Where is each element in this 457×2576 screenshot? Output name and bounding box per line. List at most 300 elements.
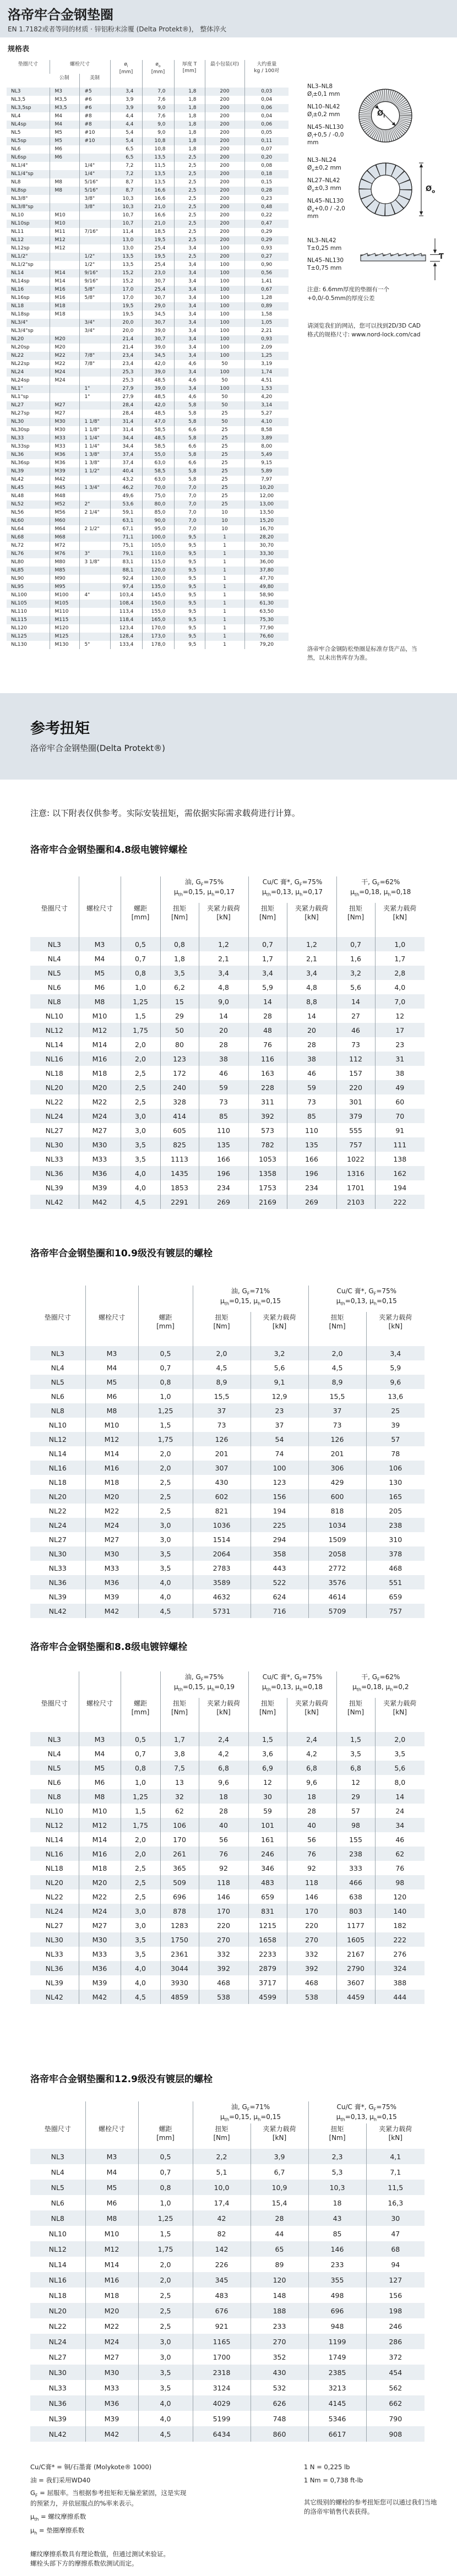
spec-cell: 200 bbox=[205, 162, 244, 170]
column-header-clamp-load: 夹紧力载荷 [kN] bbox=[199, 903, 248, 937]
torque-cell: 3,5 bbox=[121, 1947, 160, 1961]
spec-cell: 34,4 bbox=[110, 434, 142, 443]
spec-cell: 1,53 bbox=[244, 385, 289, 393]
spec-cell: 1" bbox=[79, 393, 110, 401]
spec-cell: 2,5 bbox=[174, 211, 205, 220]
spec-cell: 4,6 bbox=[174, 393, 205, 401]
torque-cell: 4,5 bbox=[138, 1604, 193, 1618]
spec-row bbox=[7, 575, 289, 583]
spec-cell: 0,90 bbox=[244, 261, 289, 269]
spec-cell: 3,89 bbox=[244, 434, 289, 443]
torque-row bbox=[30, 1518, 425, 1532]
spec-cell: NL3/8"sp bbox=[7, 203, 50, 211]
torque-cell: 80 bbox=[160, 1037, 199, 1052]
spec-cell: 75,0 bbox=[142, 492, 174, 500]
torque-cell: 6,2 bbox=[160, 980, 199, 994]
spec-cell: 200 bbox=[205, 253, 244, 261]
torque-cell: 1022 bbox=[336, 1152, 375, 1166]
spec-cell: 40,4 bbox=[110, 467, 142, 476]
page-footer bbox=[30, 2463, 457, 2568]
spec-cell: M22 bbox=[50, 360, 79, 368]
torque-cell: NL42 bbox=[30, 2426, 85, 2442]
spec-row bbox=[7, 476, 289, 484]
torque-cell: 2,5 bbox=[121, 1875, 160, 1889]
spec-row bbox=[7, 220, 289, 228]
spec-cell: 23,4 bbox=[110, 352, 142, 360]
spec-cell: NL14 bbox=[7, 269, 50, 277]
spec-cell: 1/2" bbox=[79, 261, 110, 269]
torque-cell: 142 bbox=[193, 2241, 251, 2257]
spec-cell: 4,6 bbox=[174, 360, 205, 368]
spec-cell: 123,4 bbox=[110, 624, 142, 633]
torque-cell: M3 bbox=[79, 937, 121, 951]
torque-cell: M30 bbox=[85, 1546, 138, 1561]
torque-cell: 9,1 bbox=[251, 1375, 308, 1389]
spec-cell: 9,5 bbox=[174, 624, 205, 633]
torque-cell: M42 bbox=[85, 1604, 138, 1618]
column-header-clamp-load: 夹紧力载荷 [kN] bbox=[375, 903, 425, 937]
tolerance-label: NL3–NL42 T±0,25 mm bbox=[307, 237, 342, 252]
torque-row bbox=[30, 951, 425, 966]
header-spacer bbox=[30, 1286, 85, 1312]
torque-cell: 2,0 bbox=[138, 2272, 193, 2288]
spec-cell: 31,4 bbox=[110, 418, 142, 426]
spec-cell: 100 bbox=[205, 244, 244, 253]
thickness-tolerance-note: 注意: 6.6mm厚度的垫圈有一个 +0,0/-0.5mm的厚度公差 bbox=[307, 286, 390, 302]
spec-cell: 5,8 bbox=[174, 451, 205, 459]
spec-cell: 63,0 bbox=[142, 459, 174, 467]
column-header-torque: 扭矩 [Nm] bbox=[336, 903, 375, 937]
torque-cell: 2772 bbox=[308, 1561, 366, 1575]
spec-cell: 3,4 bbox=[174, 344, 205, 352]
torque-row bbox=[30, 2349, 425, 2365]
spec-cell: 63,0 bbox=[142, 476, 174, 484]
page-subtitle: EN 1.7182或者等同的材质 · 锌铝粉末涂覆 (Delta Protekt®)， 整体淬火 bbox=[8, 25, 227, 34]
torque-cell: M5 bbox=[85, 2180, 138, 2195]
torque-cell: 1,7 bbox=[160, 1732, 199, 1746]
torque-cell: NL5 bbox=[30, 1761, 79, 1775]
spec-cell: NL16sp bbox=[11, 295, 30, 301]
spec-cell: 3,4 bbox=[174, 319, 205, 327]
torque-cell: 57 bbox=[366, 1432, 425, 1446]
torque-cell: 2385 bbox=[308, 2365, 366, 2380]
torque-cell: M27 bbox=[85, 2349, 138, 2365]
torque-cell: 392 bbox=[199, 1961, 248, 1975]
spec-cell: NL20 bbox=[7, 335, 50, 344]
spec-cell: 100 bbox=[205, 335, 244, 344]
column-header-bolt: 螺栓尺寸 bbox=[85, 1312, 138, 1346]
torque-cell: NL20 bbox=[30, 1489, 85, 1504]
torque-cell: M20 bbox=[85, 2303, 138, 2318]
spec-cell: 2" bbox=[79, 500, 110, 509]
torque-cell: 6434 bbox=[193, 2426, 251, 2442]
torque-cell: 3,5 bbox=[138, 2380, 193, 2395]
torque-cell: 468 bbox=[199, 1975, 248, 1990]
spec-cell: NL52 bbox=[7, 500, 50, 509]
torque-cell: 626 bbox=[251, 2395, 308, 2411]
torque-cell: 27 bbox=[336, 1009, 375, 1023]
torque-cell: 170 bbox=[287, 1904, 336, 1918]
cad-note bbox=[307, 322, 451, 340]
spec-cell: 0,48 bbox=[244, 203, 289, 211]
spec-cell: M100 bbox=[50, 591, 79, 600]
spec-cell: 13,5 bbox=[110, 253, 142, 261]
torque-row bbox=[30, 1037, 425, 1052]
spec-cell: 79,20 bbox=[244, 641, 289, 649]
spec-cell: 145,0 bbox=[142, 591, 174, 600]
spec-cell: 4,4 bbox=[110, 121, 142, 129]
torque-cell: M42 bbox=[79, 1195, 121, 1209]
spec-cell: 0,56 bbox=[244, 269, 289, 277]
spec-row bbox=[7, 137, 289, 145]
column-header-clamp-load: 夹紧力载荷 [kN] bbox=[251, 1312, 308, 1346]
torque-cell: 18 bbox=[287, 1789, 336, 1804]
torque-cell: M3 bbox=[79, 1732, 121, 1746]
spec-cell: M24 bbox=[50, 377, 79, 385]
spec-cell: 1 bbox=[205, 591, 244, 600]
spec-cell: M39 bbox=[50, 467, 79, 476]
torque-cell: 2,5 bbox=[138, 2303, 193, 2318]
torque-cell: 3607 bbox=[336, 1975, 375, 1990]
torque-cell: 1,5 bbox=[121, 1009, 160, 1023]
column-header-bolt: 螺栓尺寸 bbox=[50, 60, 110, 74]
torque-cell: 10,9 bbox=[251, 2180, 308, 2195]
torque-cell: 5,6 bbox=[336, 980, 375, 994]
spec-cell: 7,2 bbox=[110, 162, 142, 170]
torque-cell: 156 bbox=[251, 1489, 308, 1504]
spec-cell: 133,4 bbox=[110, 641, 142, 649]
torque-cell: 29 bbox=[336, 1789, 375, 1804]
torque-cell: 921 bbox=[193, 2318, 251, 2334]
torque-cell: 333 bbox=[336, 1861, 375, 1875]
spec-cell: #10 bbox=[79, 129, 110, 137]
spec-cell: 5,89 bbox=[244, 467, 289, 476]
torque-cell: 345 bbox=[193, 2272, 251, 2288]
spec-cell: 3 1/8" bbox=[79, 558, 110, 567]
torque-cell: 1,2 bbox=[199, 937, 248, 951]
spec-cell bbox=[79, 600, 110, 608]
spec-row bbox=[7, 360, 289, 368]
spec-cell: 1,25 bbox=[244, 352, 289, 360]
torque-cell: M30 bbox=[79, 1932, 121, 1947]
torque-cell: 4,5 bbox=[121, 1195, 160, 1209]
torque-cell: 3,5 bbox=[336, 1746, 375, 1761]
torque-cell: 4,0 bbox=[121, 1961, 160, 1975]
torque-cell: NL33 bbox=[45, 1154, 63, 1163]
torque-cell: 82 bbox=[193, 2226, 251, 2241]
spec-cell: NL8 bbox=[11, 179, 21, 185]
spec-cell: NL100 bbox=[11, 592, 27, 598]
spec-cell: 19,5 bbox=[110, 311, 142, 319]
torque-cell: 118 bbox=[287, 1875, 336, 1889]
torque-cell: 29 bbox=[160, 1009, 199, 1023]
torque-cell: 2,8 bbox=[375, 966, 425, 980]
torque-cell: M30 bbox=[85, 2365, 138, 2380]
torque-cell: 0,8 bbox=[121, 966, 160, 980]
torque-cell: 286 bbox=[366, 2334, 425, 2349]
spec-cell: NL3/4"sp bbox=[11, 328, 34, 334]
spec-row bbox=[7, 178, 289, 187]
torque-cell: 1,6 bbox=[336, 951, 375, 966]
spec-cell bbox=[79, 624, 110, 633]
torque-cell: M18 bbox=[85, 2288, 138, 2303]
torque-cell: 135 bbox=[287, 1137, 336, 1152]
torque-cell: 2,5 bbox=[138, 1475, 193, 1489]
spec-cell: 49,6 bbox=[110, 492, 142, 500]
torque-cell: 70 bbox=[375, 1109, 425, 1123]
spec-row bbox=[7, 368, 289, 377]
spec-cell: NL1/4" bbox=[11, 163, 28, 168]
torque-cell: M6 bbox=[79, 980, 121, 994]
torque-cell: 98 bbox=[336, 1818, 375, 1832]
spec-cell: 7,0 bbox=[174, 484, 205, 492]
torque-cell: 1,7 bbox=[248, 951, 287, 966]
spec-cell: 36,00 bbox=[244, 558, 289, 567]
torque-cell: 3,5 bbox=[138, 2365, 193, 2380]
torque-cell: M6 bbox=[79, 1775, 121, 1789]
torque-cell: NL27 bbox=[45, 1921, 63, 1930]
torque-cell: 2,0 bbox=[121, 1037, 160, 1052]
spec-cell: 5,8 bbox=[174, 410, 205, 418]
spec-cell: 58,5 bbox=[142, 467, 174, 476]
torque-cell: 120 bbox=[375, 1889, 425, 1904]
torque-cell: 166 bbox=[287, 1152, 336, 1166]
spec-cell: 4,10 bbox=[244, 418, 289, 426]
torque-cell: 1,5 bbox=[121, 1804, 160, 1818]
torque-cell: 270 bbox=[199, 1932, 248, 1947]
spec-cell: 3/4" bbox=[79, 319, 110, 327]
torque-cell: 509 bbox=[160, 1875, 199, 1889]
torque-cell: 0,8 bbox=[138, 1375, 193, 1389]
spec-cell: 4" bbox=[79, 591, 110, 600]
spec-cell: M33 bbox=[50, 434, 79, 443]
spec-cell bbox=[50, 327, 79, 335]
torque-cell: 234 bbox=[287, 1180, 336, 1195]
torque-row bbox=[30, 1918, 425, 1932]
spec-cell: 3,14 bbox=[244, 401, 289, 410]
torque-row bbox=[30, 1775, 425, 1789]
torque-cell: 78 bbox=[366, 1446, 425, 1461]
torque-cell: 15,4 bbox=[251, 2195, 308, 2210]
spec-row bbox=[7, 145, 289, 154]
torque-cell: 573 bbox=[248, 1123, 287, 1137]
torque-cell: 4859 bbox=[160, 1990, 199, 2004]
spec-cell: M3,5 bbox=[50, 96, 79, 104]
torque-cell: M18 bbox=[79, 1066, 121, 1080]
torque-row bbox=[30, 2226, 425, 2241]
torque-cell: NL12 bbox=[30, 1023, 79, 1037]
torque-row bbox=[30, 1461, 425, 1475]
torque-cell: NL20 bbox=[30, 1080, 79, 1094]
spec-cell: 113,4 bbox=[110, 608, 142, 616]
spec-cell: 7,0 bbox=[174, 509, 205, 517]
torque-row bbox=[30, 1023, 425, 1037]
torque-cell: 46 bbox=[375, 1832, 425, 1847]
spec-cell: M11 bbox=[50, 228, 79, 236]
torque-cell: 378 bbox=[366, 1546, 425, 1561]
torque-cell: 20 bbox=[199, 1023, 248, 1037]
torque-cell: 6617 bbox=[308, 2426, 366, 2442]
spec-cell: 30,7 bbox=[142, 277, 174, 286]
torque-cell: 1113 bbox=[160, 1152, 199, 1166]
spec-cell: 9,0 bbox=[142, 129, 174, 137]
torque-cell: 62 bbox=[375, 1847, 425, 1861]
torque-cell: 1750 bbox=[160, 1932, 199, 1947]
spec-cell: M14 bbox=[50, 277, 79, 286]
spec-cell: 15,2 bbox=[110, 269, 142, 277]
torque-row bbox=[30, 1489, 425, 1504]
torque-cell: 8,9 bbox=[308, 1375, 366, 1389]
torque-cell: 9,6 bbox=[199, 1775, 248, 1789]
torque-cell: 1,75 bbox=[121, 1818, 160, 1832]
spec-cell: 4,20 bbox=[244, 393, 289, 401]
spec-cell: 2,5 bbox=[174, 236, 205, 244]
torque-cell: 0,5 bbox=[138, 2149, 193, 2164]
torque-cell: 372 bbox=[366, 2349, 425, 2365]
column-header-torque: 扭矩 [Nm] bbox=[193, 1312, 251, 1346]
footer-paragraph-left: 螺纹摩擦系数具有理论数值，但通过测试来验证。 螺栓头部下方的摩擦系数依测试而定。 bbox=[30, 2550, 170, 2567]
torque-cell: M20 bbox=[79, 1875, 121, 1889]
torque-table-title: 洛帝牢合金钢垫圈和8.8级电镀锌螺栓 bbox=[30, 1642, 188, 1653]
torque-cell: M12 bbox=[79, 1023, 121, 1037]
torque-cell: 379 bbox=[336, 1109, 375, 1123]
torque-cell: NL18 bbox=[45, 1069, 63, 1077]
spec-row bbox=[7, 286, 289, 294]
spec-cell: 25,4 bbox=[142, 261, 174, 269]
spec-cell: NL30sp bbox=[11, 427, 30, 433]
torque-cell: M4 bbox=[79, 1746, 121, 1761]
spec-cell: 3,4 bbox=[174, 368, 205, 377]
cad-url-link[interactable]: www.nord-lock.com/cad bbox=[351, 331, 421, 338]
spec-cell: NL3/8" bbox=[11, 196, 28, 201]
torque-cell: 538 bbox=[199, 1990, 248, 2004]
torque-cell: 4,8 bbox=[199, 980, 248, 994]
spec-cell: 7,0 bbox=[174, 525, 205, 533]
spec-cell: 88,1 bbox=[110, 567, 142, 575]
spec-cell: 25 bbox=[205, 467, 244, 476]
torque-cell: NL10 bbox=[48, 2229, 67, 2238]
spec-cell: 200 bbox=[205, 203, 244, 211]
torque-cell: 4,0 bbox=[375, 980, 425, 994]
torque-cell: NL18 bbox=[48, 1478, 67, 1486]
torque-cell: NL14 bbox=[48, 2260, 67, 2269]
torque-cell: 270 bbox=[287, 1932, 336, 1947]
torque-cell: NL39 bbox=[45, 1978, 63, 1987]
spec-cell: 10,7 bbox=[110, 220, 142, 228]
spec-cell: NL33sp bbox=[11, 444, 30, 449]
spec-row bbox=[7, 616, 289, 624]
torque-cell: 25 bbox=[366, 1403, 425, 1418]
spec-cell: 9,5 bbox=[174, 583, 205, 591]
torque-cell: 220 bbox=[287, 1918, 336, 1932]
spec-cell: 28,20 bbox=[244, 533, 289, 542]
torque-row bbox=[30, 1818, 425, 1832]
torque-cell: 3,6 bbox=[248, 1746, 287, 1761]
spec-cell: 4,4 bbox=[110, 112, 142, 121]
torque-cell: 28 bbox=[199, 1037, 248, 1052]
torque-cell: NL16 bbox=[30, 1052, 79, 1066]
torque-row bbox=[30, 1732, 425, 1746]
spec-cell: 21,0 bbox=[142, 220, 174, 228]
torque-cell: 14 bbox=[336, 994, 375, 1009]
group-header: 油, $G_F=71\%$ $\mu_{th}=0,15$, $\mu_h=0,15$ bbox=[193, 2101, 308, 2123]
spec-row bbox=[7, 162, 289, 170]
torque-cell: 3,0 bbox=[138, 2349, 193, 2365]
torque-row bbox=[30, 1947, 425, 1961]
torque-cell: 32 bbox=[160, 1789, 199, 1804]
torque-cell: 716 bbox=[251, 1604, 308, 1618]
torque-cell: 301 bbox=[336, 1094, 375, 1109]
torque-cell: 831 bbox=[248, 1904, 287, 1918]
group-header: Cu/C 膏*, $G_F=75\%$ $\mu_{th}=0,13$, $\mu_h=0,18$ bbox=[248, 1671, 336, 1698]
torque-cell: 270 bbox=[251, 2334, 308, 2349]
column-header-pitch: 螺距 [mm] bbox=[121, 1698, 160, 1732]
spec-cell: 0,11 bbox=[244, 137, 289, 145]
torque-cell: 92 bbox=[287, 1861, 336, 1875]
torque-cell: 100 bbox=[251, 1461, 308, 1475]
spec-cell: 13,5 bbox=[142, 178, 174, 187]
spec-row bbox=[7, 344, 289, 352]
spec-cell: M5 bbox=[50, 137, 79, 145]
torque-cell: 352 bbox=[251, 2349, 308, 2365]
torque-cell: 163 bbox=[248, 1066, 287, 1080]
spec-cell: 34,4 bbox=[110, 443, 142, 451]
torque-cell: 4,0 bbox=[121, 1166, 160, 1180]
torque-cell: 2790 bbox=[336, 1961, 375, 1975]
spec-cell: 63,50 bbox=[244, 608, 289, 616]
torque-cell: 0,7 bbox=[248, 937, 287, 951]
spec-cell: M85 bbox=[50, 567, 79, 575]
torque-cell: 12,9 bbox=[251, 1389, 308, 1403]
spec-cell: M48 bbox=[50, 492, 79, 500]
spec-cell: 7,6 bbox=[142, 112, 174, 121]
spec-cell: 118,4 bbox=[110, 616, 142, 624]
torque-cell: NL30 bbox=[30, 1546, 85, 1561]
spec-cell bbox=[79, 377, 110, 385]
spec-row bbox=[7, 277, 289, 286]
spec-cell: 200 bbox=[205, 129, 244, 137]
spec-cell: 5/16" bbox=[79, 178, 110, 187]
torque-cell: 59 bbox=[199, 1080, 248, 1094]
torque-cell: 11,5 bbox=[366, 2180, 425, 2195]
spec-row bbox=[7, 203, 289, 211]
torque-cell: 1053 bbox=[248, 1152, 287, 1166]
spec-cell: 10,3 bbox=[110, 195, 142, 203]
spec-cell: 1 bbox=[205, 542, 244, 550]
torque-cell: 40 bbox=[199, 1818, 248, 1832]
spec-cell: 25 bbox=[205, 426, 244, 434]
spec-cell: 0,04 bbox=[244, 112, 289, 121]
torque-cell: 31 bbox=[375, 1052, 425, 1066]
spec-cell: 9,0 bbox=[142, 104, 174, 112]
spec-cell: NL6 bbox=[11, 146, 21, 152]
torque-cell: NL36 bbox=[30, 1166, 79, 1180]
spec-cell bbox=[79, 211, 110, 220]
spec-cell: 30,7 bbox=[142, 319, 174, 327]
torque-cell: NL22 bbox=[45, 1097, 63, 1106]
spec-cell: NL8sp bbox=[7, 187, 50, 195]
torque-cell: 106 bbox=[160, 1818, 199, 1832]
torque-cell: M22 bbox=[79, 1094, 121, 1109]
spec-cell: 59,1 bbox=[110, 509, 142, 517]
spec-cell: 48,5 bbox=[142, 410, 174, 418]
torque-cell: NL12 bbox=[30, 1432, 85, 1446]
torque-cell: 1,2 bbox=[287, 937, 336, 951]
column-header-bolt: 螺栓尺寸 bbox=[79, 903, 121, 937]
torque-cell: 246 bbox=[366, 2318, 425, 2334]
torque-cell: 1,75 bbox=[121, 1023, 160, 1037]
spec-cell: 200 bbox=[205, 96, 244, 104]
